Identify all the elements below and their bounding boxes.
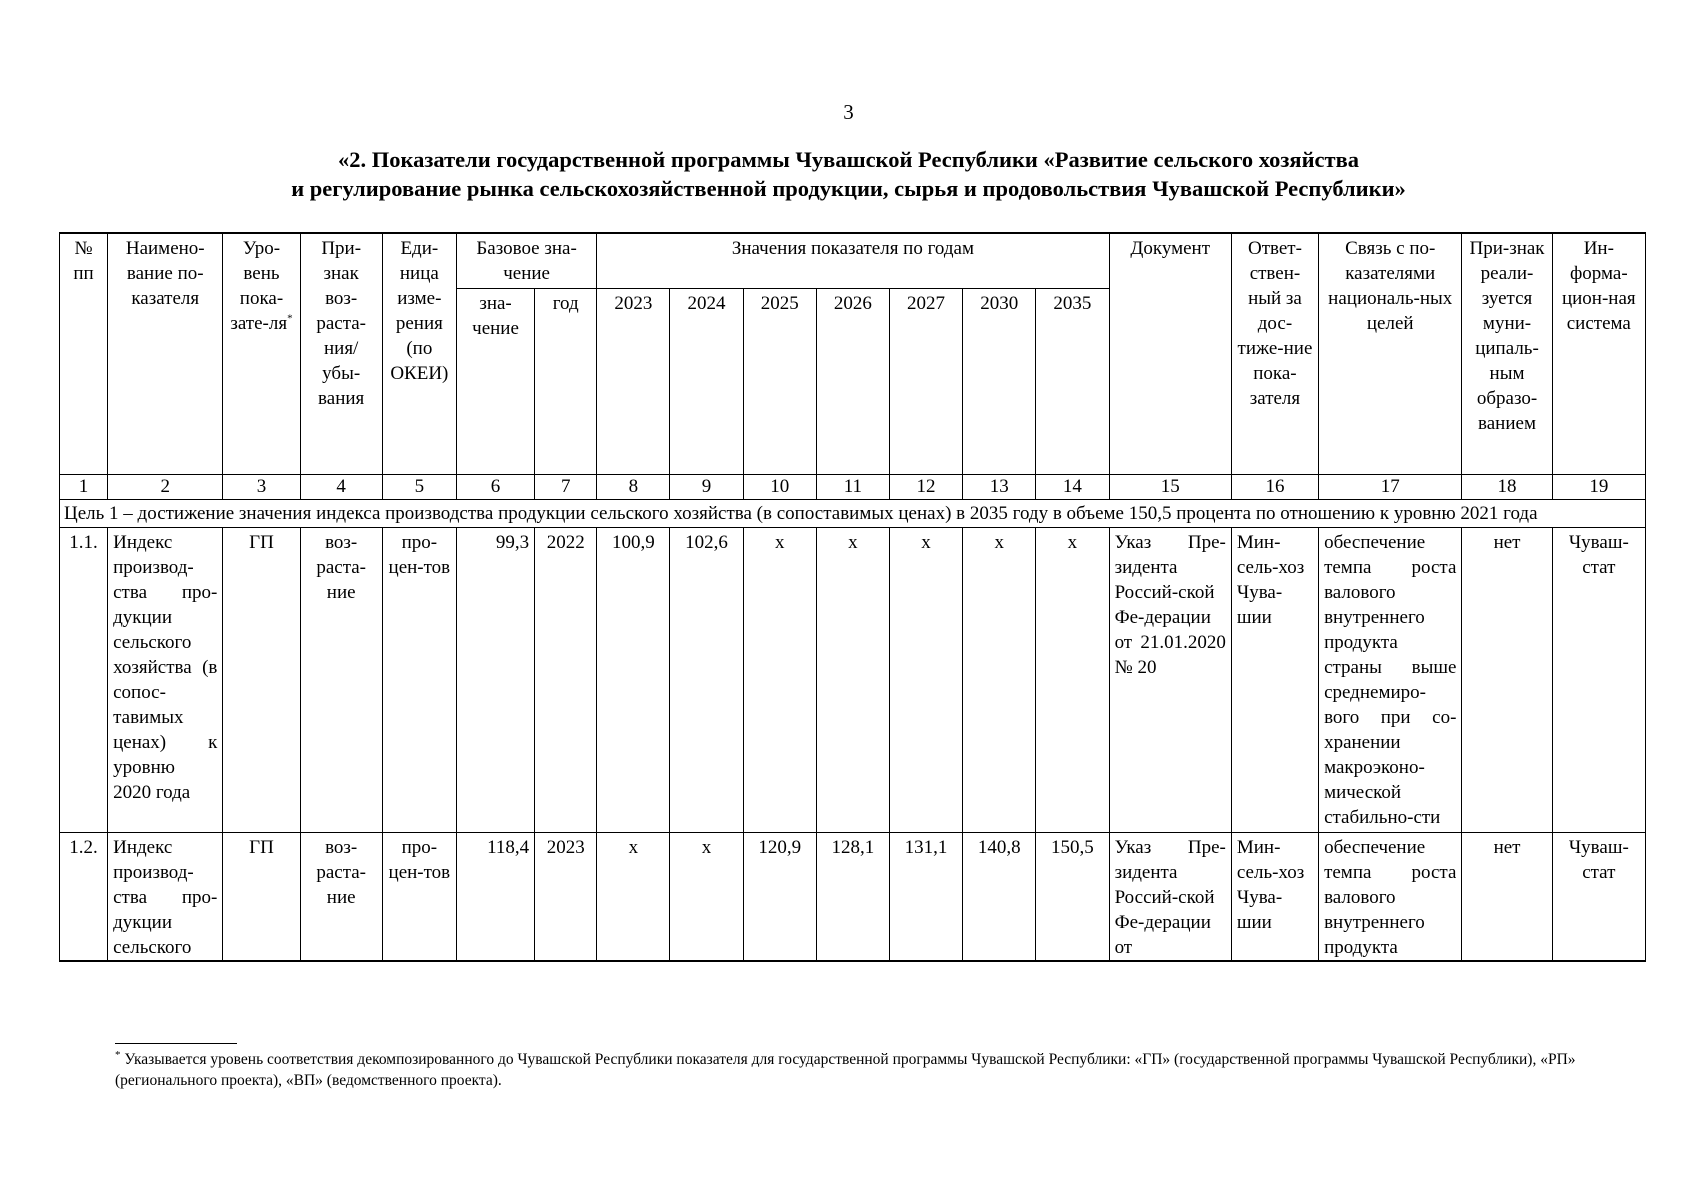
row-num: [60, 833, 108, 962]
footnote-marker: *: [115, 1048, 121, 1061]
row-sign: воз-раста-ние: [300, 528, 382, 833]
row-value: [1036, 833, 1109, 962]
row-value: [670, 833, 743, 962]
column-number: 5: [382, 475, 456, 500]
row-infosystem: Чуваш-стат: [1552, 528, 1645, 833]
row-unit: [382, 833, 456, 962]
column-number: 14: [1036, 475, 1109, 500]
header-unit: Еди-ница изме-рения (по ОКЕИ): [382, 233, 456, 475]
row-value: х: [1036, 528, 1109, 833]
header-year: 2026: [816, 289, 889, 475]
column-number: 9: [670, 475, 743, 500]
row-link-text: обеспечение темпа роста валового внутреннего продукта: [1324, 837, 1457, 958]
header-base-year: год: [535, 289, 597, 475]
row-sign-text: воз-раста-ние: [316, 837, 366, 908]
header-year: 2024: [670, 289, 743, 475]
column-number: 19: [1552, 475, 1645, 500]
page-title: [60, 145, 1637, 203]
header-row-top: [60, 233, 1646, 289]
header-num: № пп: [60, 233, 108, 475]
column-number: 4: [300, 475, 382, 500]
row-value: 100,9: [597, 528, 670, 833]
header-year: 2023: [597, 289, 670, 475]
goal-row: [60, 500, 1646, 528]
row-value: [816, 833, 889, 962]
row-value-text: 128,1: [831, 837, 875, 858]
row-document: [1109, 833, 1231, 962]
indicators-table: [59, 232, 1646, 962]
row-unit-text: про-цен-тов: [388, 837, 451, 883]
row-responsible: Мин-сель-хоз Чува-шии: [1231, 528, 1318, 833]
column-number: 2: [108, 475, 223, 500]
row-infosystem-text: Чуваш-стат: [1568, 837, 1629, 883]
column-number: 8: [597, 475, 670, 500]
footnote: [115, 1049, 1595, 1091]
column-number: 7: [535, 475, 597, 500]
row-value: [743, 833, 816, 962]
row-level-text: ГП: [249, 837, 274, 858]
column-number: 13: [963, 475, 1036, 500]
row-responsible-text: Мин-сель-хоз Чува-шии: [1236, 837, 1305, 933]
footnote-text: Указывается уровень соответствия декомпозированного до Чувашской Республики показателя для государственной программы Чувашской Республики: «ГП» (государственной программы Чувашской Республики), «РП» (регионального проекта), «ВП» (ведомственного проекта).: [115, 1051, 1576, 1089]
row-value-text: 140,8: [977, 837, 1021, 858]
row-value-text: х: [628, 837, 639, 858]
row-sign: [300, 833, 382, 962]
row-level: ГП: [223, 528, 300, 833]
row-base-value: [456, 833, 534, 962]
row-value: х: [816, 528, 889, 833]
row-name-text: Индекс производ-ства про-дукции сельского: [113, 837, 218, 958]
row-value: 102,6: [670, 528, 743, 833]
header-level: [223, 233, 300, 475]
header-document: Документ: [1109, 233, 1231, 475]
footnote-mark: *: [287, 312, 293, 325]
column-number: 6: [456, 475, 534, 500]
row-base-year: [535, 833, 597, 962]
row-unit: про-цен-тов: [382, 528, 456, 833]
header-year: 2030: [963, 289, 1036, 475]
goal-text: Цель 1 – достижение значения индекса производства продукции сельского хозяйства (в сопоставимых ценах) в 2035 году в объеме 150,5 процента по отношению к уровню 2021 года: [60, 500, 1646, 528]
row-value-text: х: [701, 837, 712, 858]
row-level: [223, 833, 300, 962]
row-value: х: [743, 528, 816, 833]
header-name: Наимено-вание по-казателя: [108, 233, 223, 475]
row-num-text: 1.2.: [69, 837, 98, 858]
row-link: [1319, 833, 1462, 962]
column-number: 12: [889, 475, 962, 500]
column-number: 16: [1231, 475, 1318, 500]
header-municipal: При-знак реали-зуется муни-ципаль-ным образо-ванием: [1462, 233, 1552, 475]
row-infosystem: [1552, 833, 1645, 962]
row-link: обеспечение темпа роста валового внутреннего продукта страны выше среднемиро-вого при со-хранении макроэконо-мической стабильно-сти: [1319, 528, 1462, 833]
title-line-2: и регулирование рынка сельскохозяйственной продукции, сырья и продовольствия Чувашской Республики»: [291, 176, 1406, 201]
column-number: 11: [816, 475, 889, 500]
row-value: х: [963, 528, 1036, 833]
column-number: 17: [1319, 475, 1462, 500]
header-year: 2035: [1036, 289, 1109, 475]
row-value-text: 131,1: [904, 837, 948, 858]
header-link: Связь с по-казателями националь-ных целей: [1319, 233, 1462, 475]
column-number: 10: [743, 475, 816, 500]
title-line-1: «2. Показатели государственной программы Чувашской Республики «Развитие сельского хозяйства: [338, 147, 1359, 172]
row-value-text: 120,9: [758, 837, 802, 858]
row-document-text: Указ Пре-зидента Россий-ской Фе-дерации от: [1114, 837, 1226, 958]
row-num: 1.1.: [60, 528, 108, 833]
header-base-value: зна-чение: [456, 289, 534, 475]
row-responsible: [1231, 833, 1318, 962]
header-responsible: Ответ-ствен-ный за дос-тиже-ние пока-зателя: [1231, 233, 1318, 475]
row-value: х: [889, 528, 962, 833]
row-base-year-text: 2023: [546, 837, 585, 858]
column-numbers-row: [60, 475, 1646, 500]
row-name: [108, 833, 223, 962]
header-infosystem: Ин-форма-цион-ная система: [1552, 233, 1645, 475]
header-year: 2025: [743, 289, 816, 475]
row-name: Индекс производ-ства про-дукции сельского хозяйства (в сопос-тавимых ценах) к уровню 2020 года: [108, 528, 223, 833]
table-row: [60, 528, 1646, 833]
row-value: [963, 833, 1036, 962]
row-base-value: 99,3: [456, 528, 534, 833]
column-number: 15: [1109, 475, 1231, 500]
row-document: Указ Пре-зидента Россий-ской Фе-дерации от 21.01.2020 № 20: [1109, 528, 1231, 833]
header-level-text: Уро-вень пока-зате-ля: [230, 238, 288, 334]
header-base: Базовое зна-чение: [456, 233, 596, 289]
page-number: 3: [843, 100, 854, 124]
row-municipal: [1462, 833, 1552, 962]
column-number: 18: [1462, 475, 1552, 500]
row-base-value-text: 118,4: [487, 837, 530, 858]
column-number: 1: [60, 475, 108, 500]
header-by-years: Значения показателя по годам: [597, 233, 1109, 289]
row-value: [597, 833, 670, 962]
row-municipal: нет: [1462, 528, 1552, 833]
header-sign: При-знак воз-раста-ния/ убы-вания: [300, 233, 382, 475]
header-year: 2027: [889, 289, 962, 475]
column-number: 3: [223, 475, 300, 500]
table-row: [60, 833, 1646, 962]
row-base-year: 2022: [535, 528, 597, 833]
row-value-text: 150,5: [1051, 837, 1094, 858]
row-municipal-text: нет: [1493, 837, 1521, 858]
footnote-divider: [115, 1043, 237, 1044]
row-value: [889, 833, 962, 962]
